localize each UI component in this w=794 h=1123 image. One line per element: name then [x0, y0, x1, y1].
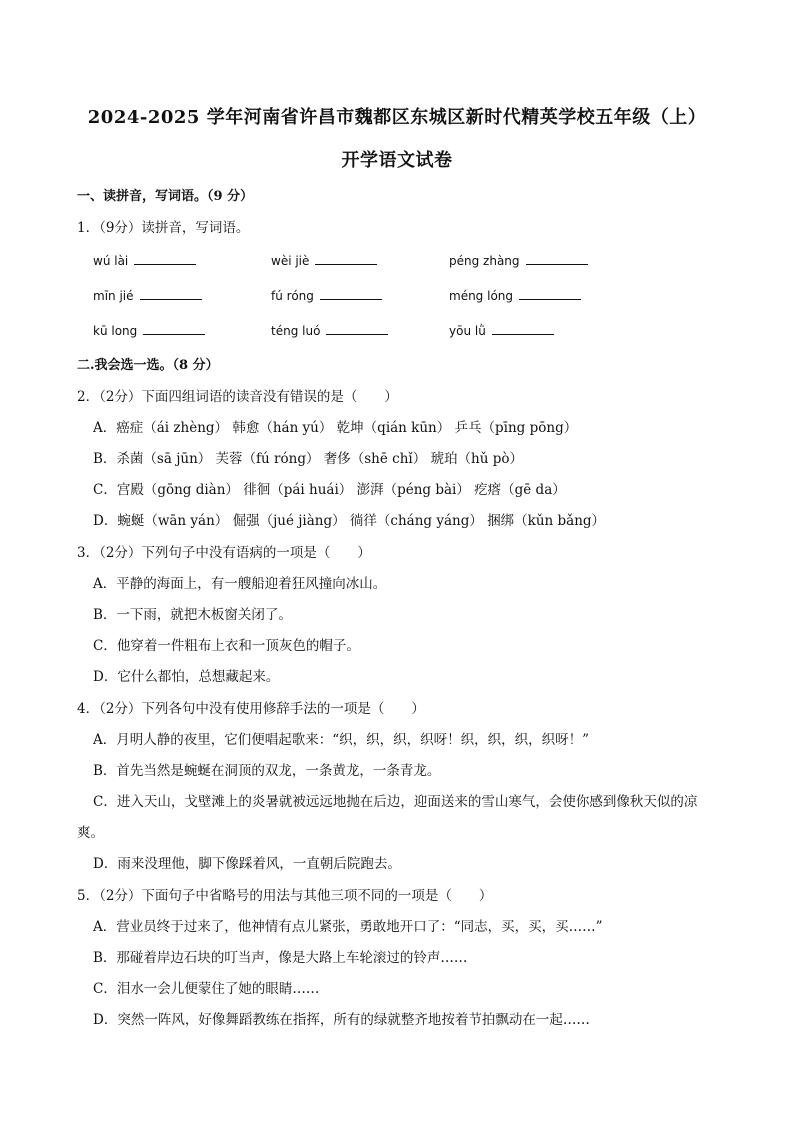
q4-option-c[interactable]: C．进入天山，戈壁滩上的炎暑就被远远地抛在后边，迎面送来的雪山寒气，会使你感到像秋天似的凉 [93, 794, 698, 810]
q4-option-b[interactable]: B．首先当然是蜿蜒在洞顶的双龙，一条黄龙，一条青龙。 [93, 763, 441, 779]
section2-heading: 二.我会选一选。（8 分） [77, 358, 219, 373]
q1-stem: 1．（9分）读拼音，写词语。 [77, 220, 250, 236]
q3-option-d[interactable]: D．它什么都怕，总想藏起来。 [93, 669, 280, 685]
pinyin-item [449, 287, 581, 303]
answer-blank[interactable] [134, 252, 196, 265]
q5-option-d[interactable]: D．突然一阵风，好像舞蹈教练在指挥，所有的绿就整齐地按着节拍飘动在一起…… [93, 1012, 590, 1028]
answer-blank[interactable] [519, 287, 581, 300]
pinyin-item [449, 252, 588, 268]
pinyin-text: péng zhàng [449, 254, 520, 268]
q2-option-d[interactable]: D．蜿蜒（wān yán） 倔强（jué jiàng） 徜徉（cháng yáng） 捆绑（kǔn bǎng） [93, 513, 606, 529]
answer-blank[interactable] [492, 322, 554, 335]
pinyin-text: téng luó [271, 324, 321, 338]
pinyin-text: wèi jiè [271, 254, 310, 268]
q3-option-c[interactable]: C．他穿着一件粗布上衣和一顶灰色的帽子。 [93, 638, 360, 654]
answer-blank[interactable] [315, 252, 377, 265]
answer-blank[interactable] [140, 287, 202, 300]
pinyin-text: mīn jié [93, 289, 134, 303]
pinyin-text: yōu lǜ [449, 324, 486, 338]
pinyin-text: wú lài [93, 254, 129, 268]
pinyin-item [93, 322, 205, 338]
pinyin-item [271, 322, 388, 338]
exam-title-line1: 2024-2025 学年河南省许昌市魏都区东城区新时代精英学校五年级（上） [87, 107, 707, 128]
q2-stem: 2．（2分）下面四组词语的读音没有错误的是（ ） [77, 389, 398, 405]
answer-blank[interactable] [143, 322, 205, 335]
q5-option-b[interactable]: B．那碰着岸边石块的叮当声，像是大路上车轮滚过的铃声…… [93, 950, 468, 966]
q2-option-c[interactable]: C．宫殿（gōng diàn） 徘徊（pái huái） 澎湃（péng bài） 疙瘩（gē da） [93, 482, 566, 498]
section1-heading: 一、读拼音，写词语。（9 分） [77, 189, 254, 204]
exam-title-line2: 开学语文试卷 [341, 150, 453, 171]
answer-blank[interactable] [326, 322, 388, 335]
q3-option-a[interactable]: A．平静的海面上，有一艘船迎着狂风撞向冰山。 [93, 576, 387, 592]
q3-stem: 3．（2分）下列句子中没有语病的一项是（ ） [77, 545, 371, 561]
pinyin-item [93, 252, 196, 268]
q5-option-c[interactable]: C．泪水一会儿便蒙住了她的眼睛…… [93, 981, 320, 997]
q4-option-a[interactable]: A．月明人静的夜里，它们便唱起歌来：“织，织，织，织呀！织，织，织，织呀！” [93, 732, 590, 748]
q2-option-a[interactable]: A．癌症（ái zhèng） 韩愈（hán yú） 乾坤（qián kūn） 乒乓（pīng pōng） [93, 420, 578, 436]
pinyin-item [449, 322, 554, 338]
q4-option-d[interactable]: D．雨来没理他，脚下像踩着风，一直朝后院跑去。 [93, 856, 401, 872]
q2-option-b[interactable]: B．杀菌（sā jūn） 芙蓉（fú róng） 奢侈（shē chǐ） 琥珀（hǔ pò） [93, 451, 523, 467]
pinyin-item [271, 287, 382, 303]
q5-stem: 5．（2分）下面句子中省略号的用法与其他三项不同的一项是（ ） [77, 888, 493, 904]
q3-option-b[interactable]: B．一下雨，就把木板窗关闭了。 [93, 607, 292, 623]
pinyin-text: méng lóng [449, 289, 514, 303]
pinyin-text: kū long [93, 324, 138, 338]
q4-option-c-continued: 爽。 [77, 825, 104, 841]
pinyin-item [93, 287, 202, 303]
pinyin-text: fú róng [271, 289, 314, 303]
q4-stem: 4．（2分）下列各句中没有使用修辞手法的一项是（ ） [77, 701, 425, 717]
q5-option-a[interactable]: A．营业员终于过来了，他神情有点儿紧张，勇敢地开口了：“同志，买，买，买……” [93, 919, 603, 935]
answer-blank[interactable] [526, 252, 588, 265]
pinyin-item [271, 252, 377, 268]
answer-blank[interactable] [320, 287, 382, 300]
